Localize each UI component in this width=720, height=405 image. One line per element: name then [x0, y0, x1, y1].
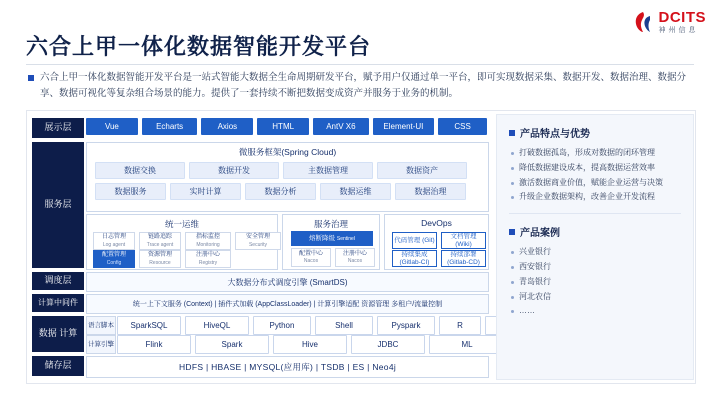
advantages-list — [511, 146, 683, 205]
service-governance-box — [282, 214, 380, 270]
storage-bar[interactable]: HDFS | HBASE | MYSQL(应用库) | TSDB | ES | Neo4j — [86, 356, 489, 378]
list-item: 激活数据商业价值，赋能企业运营与决策 — [511, 176, 683, 191]
ops-item-registry[interactable]: 注册中心 Registry — [185, 250, 231, 268]
framework-row-1 — [95, 162, 467, 179]
presentation-row — [86, 118, 487, 135]
unified-ops-title: 统一运维 — [164, 219, 199, 229]
layer-schedule: 调度层 — [32, 272, 84, 290]
bullet-square-icon — [28, 75, 34, 81]
engine-jdbc[interactable]: JDBC — [351, 335, 425, 354]
module-data-analysis[interactable]: 数据分析 — [245, 183, 316, 200]
advantages-heading — [509, 125, 693, 140]
brand-name-en: DCITS — [658, 9, 706, 26]
layer-content-column — [86, 114, 487, 378]
dcits-logo-icon — [632, 11, 654, 33]
layer-service: 服务层 — [32, 142, 84, 268]
list-item: …… — [511, 304, 683, 319]
bullet-square-icon — [509, 130, 515, 136]
layer-storage: 储存层 — [32, 356, 84, 376]
compute-pyspark[interactable]: Pyspark — [377, 316, 435, 335]
module-data-dev[interactable]: 数据开发 — [189, 162, 279, 179]
tech-chip-vue[interactable]: Vue — [86, 118, 138, 135]
engine-flink[interactable]: Flink — [117, 335, 191, 354]
module-realtime[interactable]: 实时计算 — [170, 183, 241, 200]
bullet-square-icon — [509, 229, 515, 235]
microservice-framework-box — [86, 142, 489, 212]
framework-row-2 — [95, 183, 466, 200]
module-data-service[interactable]: 数据服务 — [95, 183, 166, 200]
tech-chip-elementui[interactable]: Element-UI — [373, 118, 434, 135]
cases-list — [511, 245, 683, 319]
compute-engines-row — [117, 335, 505, 354]
list-item: 升级企业数据架构，改善企业开发流程 — [511, 190, 683, 205]
compute-script-label: 语言脚本 — [86, 316, 116, 335]
tech-chip-antv[interactable]: AntV X6 — [313, 118, 369, 135]
module-data-governance[interactable]: 数据治理 — [395, 183, 466, 200]
page-title: 六合上甲一体化数据智能开发平台 — [26, 34, 372, 59]
module-data-asset[interactable]: 数据资产 — [377, 162, 467, 179]
list-item: 打破数据孤岛，形成对数据的闭环管理 — [511, 146, 683, 161]
devops-item-git[interactable]: 代码管理 (Git) — [392, 232, 437, 249]
ops-item-resource[interactable]: 资源管理 Resource — [139, 250, 181, 268]
panel-divider — [509, 213, 681, 214]
service-governance-title: 服务治理 — [313, 219, 348, 229]
layer-label-column — [32, 114, 84, 378]
compute-engine-label: 计算引擎 — [86, 335, 116, 354]
ops-item-log[interactable]: 日志管理 Log agent — [93, 232, 135, 250]
list-item: 河北农信 — [511, 290, 683, 305]
architecture-diagram — [32, 114, 487, 378]
ops-item-config[interactable]: 配置管理 Config — [93, 250, 135, 268]
layer-compute: 数据 计算 — [32, 316, 84, 352]
compute-python[interactable]: Python — [253, 316, 311, 335]
module-master-data[interactable]: 主数据管理 — [283, 162, 373, 179]
middleware-bar[interactable]: 统一上下文服务 (Context) | 插件式加载 (AppClassLoader) | 计算引擎适配 资源管理 多租户/流量控制 — [86, 294, 489, 314]
brand-logo — [632, 10, 707, 34]
tech-chip-css[interactable]: CSS — [438, 118, 487, 135]
module-data-ops[interactable]: 数据运维 — [320, 183, 391, 200]
advantages-title: 产品特点与优势 — [520, 129, 590, 140]
ops-item-monitor[interactable]: 指标监控 Monitoring — [185, 232, 231, 250]
ops-item-trace[interactable]: 链路追踪 Trace agent — [139, 232, 181, 250]
intro-text: 六合上甲一体化数据智能开发平台是一站式智能大数据全生命周期研发平台，赋予用户仅通过单一平台，即可实现数据采集、数据开发、数据治理、数据分享、数据可视化等复杂组合场景的能力。提供了一套持续不断把数据变成资产并服务于业务的机制。 — [40, 72, 687, 99]
microservice-framework-title: 微服务框架(Spring Cloud) — [238, 147, 337, 157]
engine-spark[interactable]: Spark — [195, 335, 269, 354]
engine-ml[interactable]: ML — [429, 335, 505, 354]
devops-box — [384, 214, 489, 270]
intro-block — [28, 70, 688, 101]
devops-item-cd[interactable]: 持续部署 (Gitlab-CD) — [441, 250, 486, 267]
cases-heading — [509, 224, 693, 239]
list-item: 降低数据建设成本，提高数据运营效率 — [511, 161, 683, 176]
devops-title: DevOps — [421, 218, 452, 228]
ops-item-security[interactable]: 安全管理 Security — [235, 232, 281, 250]
tech-chip-axios[interactable]: Axios — [201, 118, 253, 135]
brand-name-cn: 神州信息 — [658, 27, 699, 34]
governance-item-config-nacos[interactable]: 配置中心 Nacos — [291, 248, 331, 267]
unified-ops-box — [86, 214, 278, 270]
compute-r[interactable]: R — [439, 316, 481, 335]
tech-chip-html[interactable]: HTML — [257, 118, 309, 135]
module-data-exchange[interactable]: 数据交换 — [95, 162, 185, 179]
list-item: 青岛银行 — [511, 275, 683, 290]
compute-shell[interactable]: Shell — [315, 316, 373, 335]
cases-title: 产品案例 — [520, 228, 560, 240]
governance-item-sentinel[interactable]: 熔断降级 Sentinel — [291, 231, 373, 246]
layer-presentation: 展示层 — [32, 118, 84, 138]
devops-item-ci[interactable]: 持续集成 (Gitlab-CI) — [392, 250, 437, 267]
right-info-panel — [496, 114, 694, 380]
title-divider — [26, 64, 694, 65]
governance-item-registry-nacos[interactable]: 注册中心 Nacos — [335, 248, 375, 267]
devops-item-wiki[interactable]: 文档管理 (Wiki) — [441, 232, 486, 249]
compute-scripts-row — [117, 316, 521, 335]
engine-hive[interactable]: Hive — [273, 335, 347, 354]
compute-sparksql[interactable]: SparkSQL — [117, 316, 181, 335]
tech-chip-echarts[interactable]: Echarts — [142, 118, 198, 135]
scheduler-bar[interactable]: 大数据分布式调度引擎 (SmartDS) — [86, 272, 489, 292]
compute-hiveql[interactable]: HiveQL — [185, 316, 249, 335]
layer-middleware: 计算中间件 — [32, 294, 84, 312]
list-item: 兴业银行 — [511, 245, 683, 260]
list-item: 西安银行 — [511, 260, 683, 275]
